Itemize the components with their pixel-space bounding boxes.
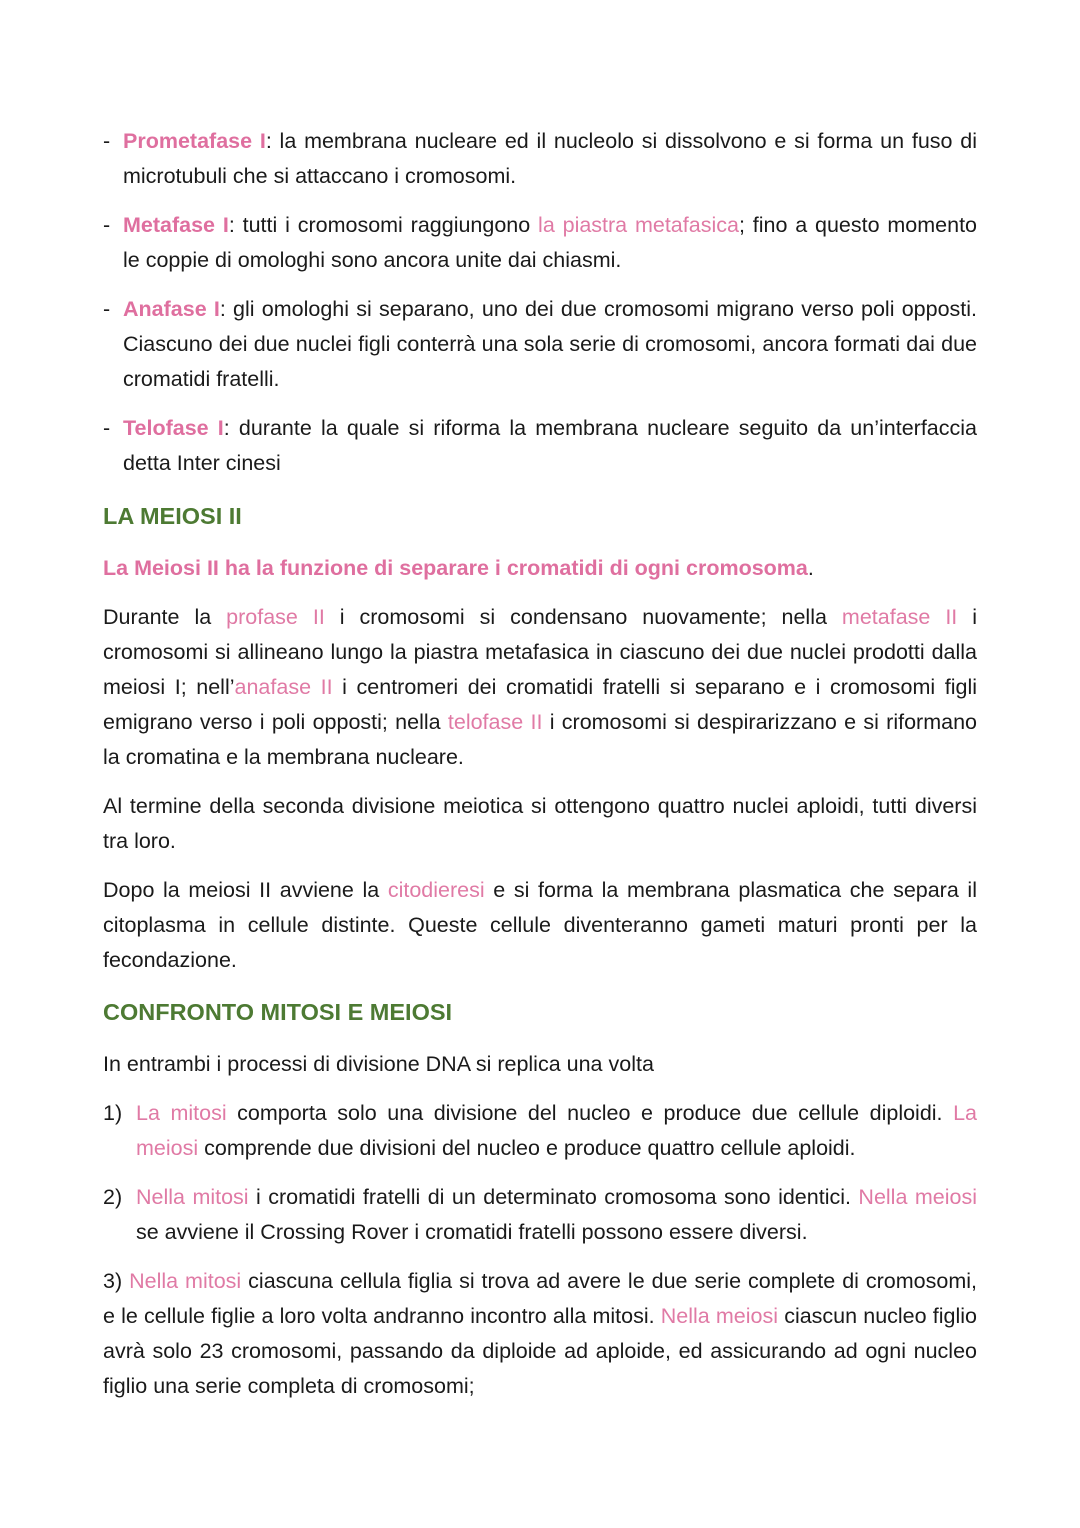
highlight-term: La meiosi <box>136 1101 977 1160</box>
lead-end: . <box>807 556 814 580</box>
text-run: ciascun nucleo figlio avrà solo 23 cromosomi, passando da diploide ad aploide, ed assicurando ad ogni nucleo figlio una serie completa di cromosomi; <box>103 1304 977 1398</box>
meiosi2-paragraph-result: Al termine della seconda divisione meiotica si ottengono quattro nuclei aploidi, tutti diversi tra loro. <box>103 794 977 853</box>
text-run: Durante la <box>103 605 227 629</box>
bullet-dash: - <box>103 297 111 321</box>
phase-name: Prometafase I <box>123 129 266 153</box>
text-run: comporta solo una divisione del nucleo e produce due cellule diploidi. <box>226 1101 954 1125</box>
bullet-dash: - <box>103 213 111 237</box>
text-run: i centromeri dei cromatidi fratelli si separano e i cromosomi figli emigrano verso i poli opposti; nella <box>103 675 978 734</box>
highlight-term: anafase II <box>234 675 333 699</box>
phase-name: Telofase I <box>123 416 224 440</box>
highlight-term: citodieresi <box>387 878 485 902</box>
highlight-term: Nella meiosi <box>858 1185 977 1209</box>
item-number: 2) <box>103 1185 123 1209</box>
phase-text: : tutti i cromosomi raggiungono <box>228 213 539 237</box>
highlight-term: Nella mitosi <box>129 1269 242 1293</box>
text-run: ciascuna cellula figlia si trova ad avere le due serie complete di cromosomi, e le cellule figlie a loro volta andranno incontro alla mitosi. <box>103 1269 977 1328</box>
highlight-term: telofase II <box>447 710 543 734</box>
item-number: 1) <box>103 1101 123 1125</box>
highlight-term: profase II <box>226 605 325 629</box>
phase-text: : durante la quale si riforma la membrana nucleare seguito da un’interfaccia detta Inter cinesi <box>123 416 977 475</box>
text-run: i cromosomi si allineano lungo la piastra metafasica in ciascuno dei due nuclei prodotti dalla meiosi I; nell’ <box>103 605 978 699</box>
phase-name: Anafase I <box>123 297 220 321</box>
lead-text: La Meiosi II ha la funzione di separare i cromatidi di ogni cromosoma <box>103 556 808 580</box>
meiosi2-lead <box>103 551 977 586</box>
phase-anafase <box>103 292 977 397</box>
meiosi2-paragraph-citodieresi <box>103 873 977 978</box>
phase-metafase <box>103 208 977 278</box>
phase-text: : gli omologhi si separano, uno dei due cromosomi migrano verso poli opposti. Ciascuno dei due nuclei figli conterrà una sola serie di cromosomi, ancora formati dai due cromatidi fratelli. <box>123 297 977 391</box>
highlight-term: Nella mitosi <box>136 1185 249 1209</box>
highlight-term: Nella meiosi <box>660 1304 779 1328</box>
text-run: i cromosomi si despirarizzano e si riformano la cromatina e la membrana nucleare. <box>103 710 977 769</box>
meiosi2-paragraph-phases <box>103 600 977 775</box>
text-run: comprende due divisioni del nucleo e produce quattro cellule aploidi. <box>198 1136 856 1160</box>
list-item-2 <box>103 1180 977 1250</box>
bullet-dash: - <box>103 416 111 440</box>
phase-text: ; fino a questo momento le coppie di omologhi sono ancora unite dai chiasmi. <box>123 213 978 272</box>
phase-prometafase <box>103 124 977 194</box>
confronto-intro: In entrambi i processi di divisione DNA si replica una volta <box>103 1052 654 1076</box>
document-page <box>103 124 977 1418</box>
highlight-term: metafase II <box>841 605 958 629</box>
text-run: i cromosomi si condensano nuovamente; nella <box>324 605 842 629</box>
text-run: Dopo la meiosi II avviene la <box>103 878 388 902</box>
text-run: se avviene il Crossing Rover i cromatidi fratelli possono essere diversi. <box>136 1220 808 1244</box>
phase-name: Metafase I <box>123 213 229 237</box>
text-run: e si forma la membrana plasmatica che separa il citoplasma in cellule distinte. Queste cellule diventeranno gameti maturi pronti per la fecondazione. <box>103 878 977 972</box>
bullet-dash: - <box>103 129 111 153</box>
list-item-3 <box>103 1264 977 1404</box>
phase-text: : la membrana nucleare ed il nucleolo si dissolvono e si forma un fuso di microtubuli che si attaccano i cromosomi. <box>123 129 977 188</box>
text-run: i cromatidi fratelli di un determinato cromosoma sono identici. <box>248 1185 859 1209</box>
item-number: 3) <box>103 1269 123 1293</box>
highlight-term: la piastra metafasica <box>538 213 739 237</box>
section-heading-meiosi2: LA MEIOSI II <box>103 503 242 529</box>
list-item-1 <box>103 1096 977 1166</box>
section-heading-confronto: CONFRONTO MITOSI E MEIOSI <box>103 999 453 1025</box>
phase-telofase <box>103 411 977 481</box>
highlight-term: La mitosi <box>136 1101 227 1125</box>
